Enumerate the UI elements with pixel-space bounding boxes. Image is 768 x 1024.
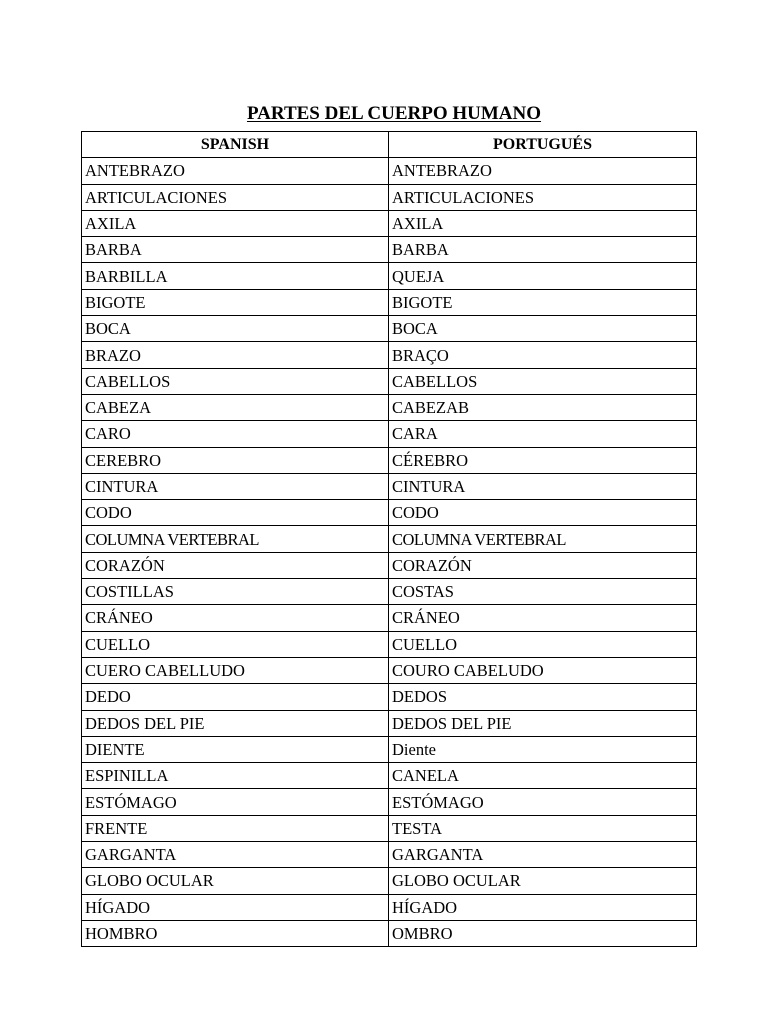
cell-spanish: BRAZO (82, 342, 389, 368)
cell-portugues: CINTURA (389, 473, 697, 499)
cell-spanish: FRENTE (82, 815, 389, 841)
cell-portugues: DEDOS DEL PIE (389, 710, 697, 736)
cell-portugues: ARTICULACIONES (389, 184, 697, 210)
cell-portugues: CABEZAB (389, 394, 697, 420)
cell-portugues: ESTÓMAGO (389, 789, 697, 815)
table-row (82, 657, 697, 683)
table-row (82, 868, 697, 894)
cell-spanish: ARTICULACIONES (82, 184, 389, 210)
cell-spanish: BARBA (82, 237, 389, 263)
cell-spanish: GARGANTA (82, 842, 389, 868)
cell-portugues: DEDOS (389, 684, 697, 710)
cell-portugues: COLUMNA VERTEBRAL (389, 526, 697, 552)
header-portugues: PORTUGUÉS (389, 132, 697, 158)
table-row (82, 210, 697, 236)
cell-spanish: DEDO (82, 684, 389, 710)
table-row (82, 394, 697, 420)
cell-spanish: CINTURA (82, 473, 389, 499)
cell-spanish: CORAZÓN (82, 552, 389, 578)
cell-spanish: DEDOS DEL PIE (82, 710, 389, 736)
table-row (82, 920, 697, 946)
table-row (82, 842, 697, 868)
cell-spanish: GLOBO OCULAR (82, 868, 389, 894)
cell-spanish: DIENTE (82, 736, 389, 762)
cell-portugues: QUEJA (389, 263, 697, 289)
cell-portugues: COSTAS (389, 579, 697, 605)
table-row (82, 605, 697, 631)
cell-portugues: CARA (389, 421, 697, 447)
cell-spanish: COLUMNA VERTEBRAL (82, 526, 389, 552)
cell-portugues: COURO CABELUDO (389, 657, 697, 683)
table-body (82, 158, 697, 947)
cell-spanish: CRÁNEO (82, 605, 389, 631)
cell-portugues: Diente (389, 736, 697, 762)
table-row (82, 421, 697, 447)
cell-spanish: HOMBRO (82, 920, 389, 946)
cell-spanish: CABEZA (82, 394, 389, 420)
table-row (82, 447, 697, 473)
cell-portugues: BIGOTE (389, 289, 697, 315)
cell-portugues: CANELA (389, 763, 697, 789)
cell-spanish: CUERO CABELLUDO (82, 657, 389, 683)
page-title: PARTES DEL CUERPO HUMANO (246, 103, 542, 124)
cell-spanish: BIGOTE (82, 289, 389, 315)
cell-portugues: CÉREBRO (389, 447, 697, 473)
cell-spanish: CARO (82, 421, 389, 447)
table-row (82, 368, 697, 394)
cell-spanish: CABELLOS (82, 368, 389, 394)
table-row (82, 894, 697, 920)
table-row (82, 526, 697, 552)
cell-portugues: BOCA (389, 316, 697, 342)
cell-portugues: BRAÇO (389, 342, 697, 368)
cell-spanish: ESPINILLA (82, 763, 389, 789)
cell-spanish: HÍGADO (82, 894, 389, 920)
cell-portugues: HÍGADO (389, 894, 697, 920)
cell-spanish: BARBILLA (82, 263, 389, 289)
cell-portugues: ANTEBRAZO (389, 158, 697, 184)
cell-spanish: CUELLO (82, 631, 389, 657)
cell-spanish: CODO (82, 500, 389, 526)
cell-spanish: BOCA (82, 316, 389, 342)
table-row (82, 763, 697, 789)
table-row (82, 289, 697, 315)
table-row (82, 789, 697, 815)
header-spanish: SPANISH (82, 132, 389, 158)
cell-spanish: ESTÓMAGO (82, 789, 389, 815)
table-row (82, 473, 697, 499)
table-row (82, 815, 697, 841)
table-row (82, 552, 697, 578)
cell-spanish: CEREBRO (82, 447, 389, 473)
cell-spanish: ANTEBRAZO (82, 158, 389, 184)
table-row (82, 684, 697, 710)
table-header-row (82, 132, 697, 158)
cell-portugues: CABELLOS (389, 368, 697, 394)
table-row (82, 631, 697, 657)
table-row (82, 500, 697, 526)
cell-portugues: BARBA (389, 237, 697, 263)
cell-portugues: TESTA (389, 815, 697, 841)
cell-portugues: CORAZÓN (389, 552, 697, 578)
table-row (82, 710, 697, 736)
cell-portugues: OMBRO (389, 920, 697, 946)
table-row (82, 579, 697, 605)
cell-portugues: GARGANTA (389, 842, 697, 868)
cell-portugues: GLOBO OCULAR (389, 868, 697, 894)
table-row (82, 736, 697, 762)
cell-spanish: AXILA (82, 210, 389, 236)
cell-portugues: CODO (389, 500, 697, 526)
table-row (82, 158, 697, 184)
cell-portugues: CRÁNEO (389, 605, 697, 631)
cell-spanish: COSTILLAS (82, 579, 389, 605)
table-row (82, 237, 697, 263)
table-row (82, 342, 697, 368)
table-row (82, 263, 697, 289)
cell-portugues: AXILA (389, 210, 697, 236)
vocabulary-table (81, 131, 697, 947)
cell-portugues: CUELLO (389, 631, 697, 657)
table-row (82, 316, 697, 342)
table-row (82, 184, 697, 210)
